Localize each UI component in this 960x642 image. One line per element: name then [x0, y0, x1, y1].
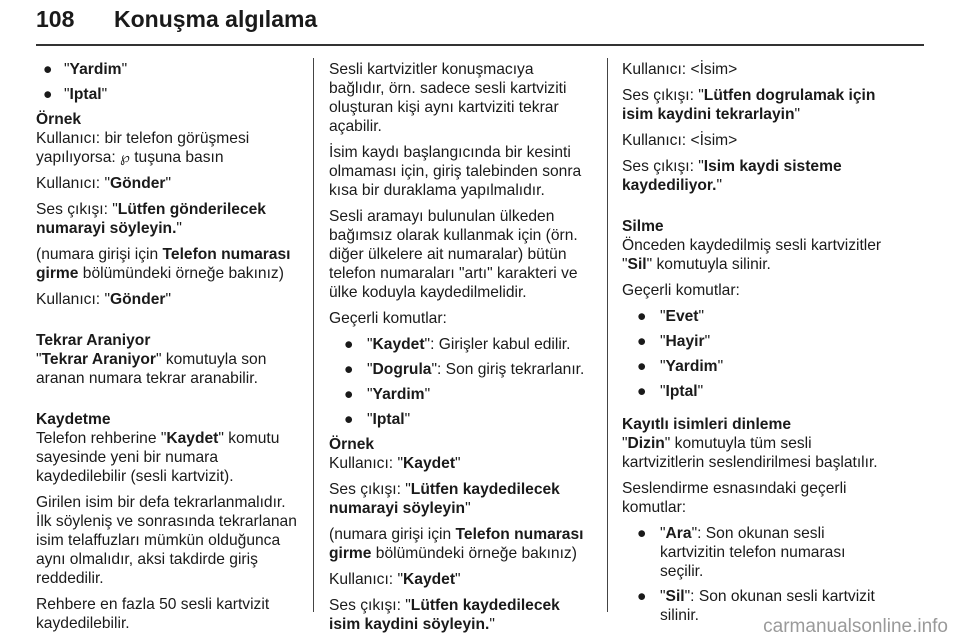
watermark: carmanualsonline.info [763, 616, 948, 637]
example-voice-line: Ses çıkışı: "Lütfen gönderilecek numarayi söyleyin." [36, 201, 266, 237]
list-item: ● "Kaydet": Girişler kabul edilir. [344, 336, 571, 353]
section-heading-save: Kaydetme [36, 411, 111, 428]
example-user-line: Kullanıcı: <İsim> [622, 61, 738, 78]
list-item: ● "Ara": Son okunan sesli kartvizitin telefon numarası seçilir. [637, 525, 846, 580]
list-item: ● "Iptal" [637, 383, 704, 400]
bullet-icon: ● [344, 361, 354, 378]
paragraph: Sesli kartvizitler konuşmacıya bağlıdır, örn. sadece sesli kartviziti oluşturan kişi aynı kartviziti tekrar açabilir. [329, 61, 567, 135]
example-voice-line: Ses çıkışı: "Lütfen dogrulamak için isim kaydini tekrarlayin" [622, 87, 876, 123]
page-header [36, 4, 924, 46]
save-text: Telefon rehberine "Kaydet" komutu sayesinde yeni bir numara kaydedilebilir (sesli kartvizit). [36, 430, 280, 485]
section-heading-listen: Kayıtlı isimleri dinleme [622, 416, 791, 433]
column-1 [36, 60, 302, 640]
commands-label: Geçerli komutlar: [329, 310, 447, 327]
example-user-line-2: Kullanıcı: "Kaydet" [329, 571, 461, 588]
paragraph: Sesli aramayı bulunulan ülkeden bağımsız olarak kullanmak için (örn. diğer ülkelere ait numaralar) bütün telefon numaraları "artı" karakteri ve ülke koduyla kaydedilmelidir. [329, 208, 578, 301]
example-user-line-2: Kullanıcı: <İsim> [622, 132, 738, 149]
example-note: (numara girişi için Telefon numarası girme bölümündeki örneğe bakınız) [36, 246, 291, 282]
bullet-icon: ● [637, 525, 647, 542]
list-item: ● "Sil": Son okunan sesli kartvizit silinir. [637, 588, 875, 624]
bullet-icon: ● [344, 336, 354, 353]
bullet-icon: ● [43, 86, 53, 103]
bullet-icon: ● [637, 383, 647, 400]
delete-text: Önceden kaydedilmiş sesli kartvizitler "Sil" komutuyla silinir. [622, 237, 882, 273]
section-heading-ornek: Örnek [36, 111, 82, 128]
column-divider-2 [607, 58, 608, 612]
list-item: ● "Yardim" [43, 61, 128, 78]
list-item: ● "Dogrula": Son giriş tekrarlanır. [344, 361, 585, 378]
section-heading-delete: Silme [622, 218, 664, 235]
list-item: ● "Yardim" [344, 386, 431, 403]
save-paragraph-2: Girilen isim bir defa tekrarlanmalıdır. İlk söyleniş ve sonrasında tekrarlanan isim telaffuzları mümkün olduğunca aynı olmalıdır, aksi takdirde giriş reddedilir. [36, 494, 297, 587]
save-paragraph-3: Rehbere en fazla 50 sesli kartvizit kaydedilebilir. [36, 596, 270, 632]
example-user-line-2: Kullanıcı: "Gönder" [36, 291, 172, 308]
list-item: ● "Yardim" [637, 358, 724, 375]
command-list [329, 335, 593, 429]
bullet-icon: ● [637, 308, 647, 325]
bullet-icon: ● [43, 61, 53, 78]
command-keyword: Iptal [69, 86, 102, 103]
top-bullet-list [36, 60, 302, 104]
page-title: Konuşma algılama [114, 6, 318, 32]
bullet-icon: ● [637, 333, 647, 350]
microphone-icon: ℘ [120, 149, 130, 165]
page-number: 108 [36, 6, 75, 32]
example-voice-line-2: Ses çıkışı: "Isim kaydi sisteme kaydediliyor." [622, 158, 842, 194]
section-heading-ornek: Örnek [329, 436, 375, 453]
section-heading-redial: Tekrar Araniyor [36, 332, 151, 349]
example-user-line: Kullanıcı: "Gönder" [36, 175, 172, 192]
list-item: ● "Evet" [637, 308, 705, 325]
example-voice-line: Ses çıkışı: "Lütfen kaydedilecek numarayi söyleyin" [329, 481, 560, 517]
column-2 [329, 60, 593, 641]
column-3 [622, 60, 890, 631]
example-intro: Kullanıcı: bir telefon görüşmesi yapılıyorsa: ℘ tuşuna basın [36, 130, 250, 166]
list-item: ● "Iptal" [344, 411, 411, 428]
example-voice-line-2: Ses çıkışı: "Lütfen kaydedilecek isim kaydini söyleyin." [329, 597, 560, 633]
commands-label: Geçerli komutlar: [622, 282, 740, 299]
bullet-icon: ● [637, 358, 647, 375]
bullet-icon: ● [637, 588, 647, 605]
listen-text: "Dizin" komutuyla tüm sesli kartvizitlerin seslendirilmesi başlatılır. [622, 435, 878, 471]
paragraph: İsim kaydı başlangıcında bir kesinti olmaması için, giriş talebinden sonra kısa bir duraklama yapılmalıdır. [329, 144, 582, 199]
list-item: ● "Hayir" [637, 333, 711, 350]
redial-text: "Tekrar Araniyor" komutuyla son aranan numara tekrar aranabilir. [36, 351, 267, 387]
example-note: (numara girişi için Telefon numarası girme bölümündeki örneğe bakınız) [329, 526, 584, 562]
bullet-icon: ● [344, 411, 354, 428]
playback-command-list [622, 524, 890, 625]
bullet-icon: ● [344, 386, 354, 403]
command-list [622, 307, 890, 401]
example-user-line: Kullanıcı: "Kaydet" [329, 455, 461, 472]
column-divider-1 [313, 58, 314, 612]
command-keyword: Yardim [69, 61, 122, 78]
list-item: ● "Iptal" [43, 86, 108, 103]
listen-paragraph-2: Seslendirme esnasındaki geçerli komutlar: [622, 480, 847, 516]
